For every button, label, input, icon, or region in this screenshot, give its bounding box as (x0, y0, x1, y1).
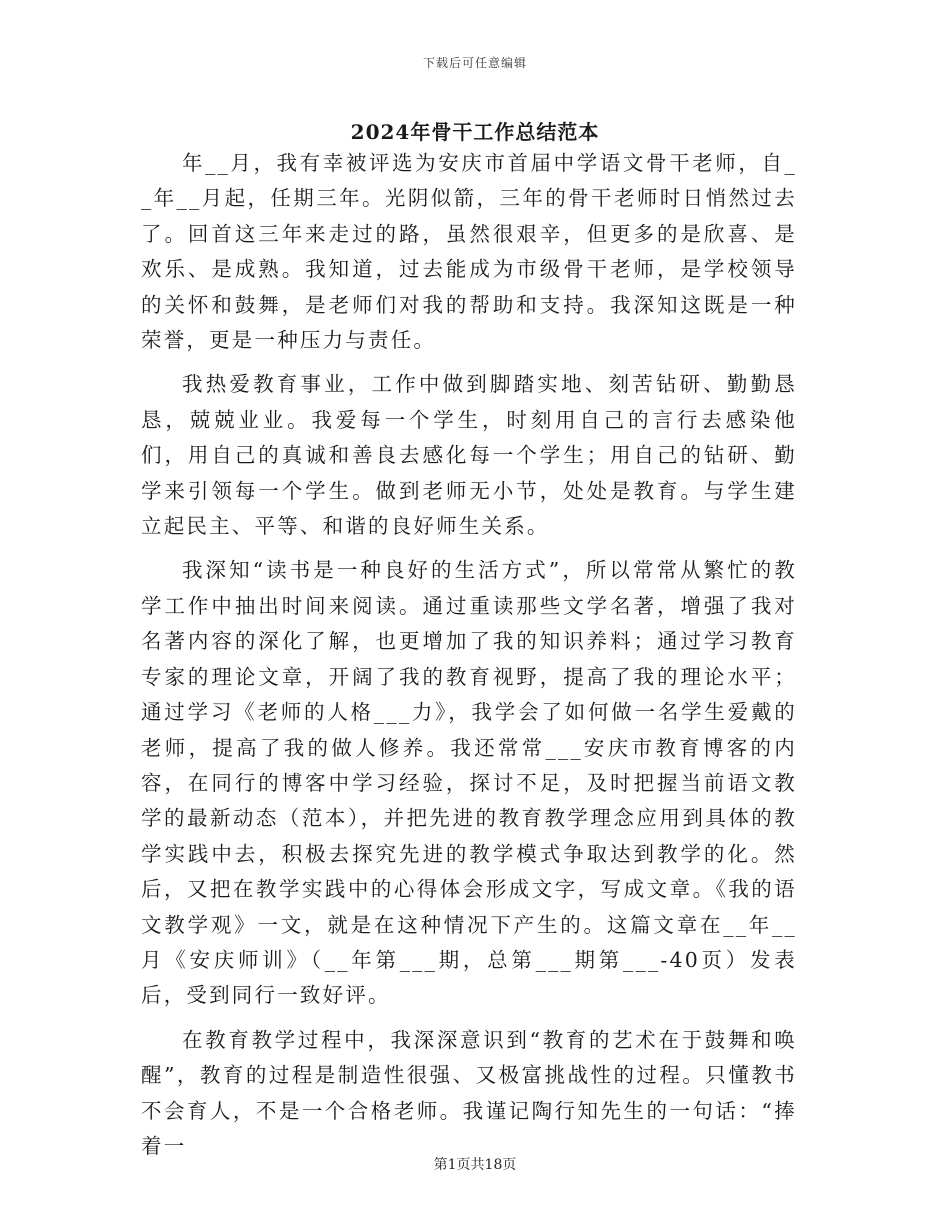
paragraph-2: 我热爱教育事业，工作中做到脚踏实地、刻苦钻研、勤勤恳恳，兢兢业业。我爱每一个学生，时刻用自己的言行去感染他们，用自己的真诚和善良去感化每一个学生；用自己的钻研、勤学来引领每一个学生。做到老师无小节，处处是教育。与学生建立起民主、平等、和谐的良好师生关系。 (141, 372, 797, 539)
document-body (141, 146, 797, 1164)
page-footer: 第1页共18页 (433, 1157, 517, 1173)
document-title: 2024年骨干工作总结范本 (350, 120, 600, 144)
paragraph-3: 我深知“读书是一种良好的生活方式”，所以常常从繁忙的教学工作中抽出时间来阅读。通过重读那些文学名著，增强了我对名著内容的深化了解，也更增加了我的知识养料；通过学习教育专家的理论文章，开阔了我的教育视野，提高了我的理论水平；通过学习《老师的人格___力》，我学会了如何做一名学生爱戴的老师，提高了我的做人修养。我还常常___安庆市教育博客的内容，在同行的博客中学习经验，探讨不足，及时把握当前语文教学的最新动态（范本），并把先进的教育教学理念应用到具体的教学实践中去，积极去探究先进的教学模式争取达到教学的化。然后，又把在教学实践中的心得体会形成文字，写成文章。《我的语文教学观》一文，就是在这种情况下产生的。这篇文章在__年__月《安庆师训》（__年第___期，总第___期第___-40页）发表后，受到同行一致好评。 (141, 558, 797, 1008)
header-note: 下载后可任意编辑 (422, 56, 527, 70)
paragraph-4: 在教育教学过程中，我深深意识到“教育的艺术在于鼓舞和唤醒”，教育的过程是制造性很强、又极富挑战性的过程。只懂教书不会育人，不是一个合格老师。我谨记陶行知先生的一句话：“捧着一 (141, 1027, 797, 1158)
paragraph-1: 年__月，我有幸被评选为安庆市首届中学语文骨干老师，自__年__月起，任期三年。光阴似箭，三年的骨干老师时日悄然过去了。回首这三年来走过的路，虽然很艰辛，但更多的是欣喜、是欢乐、是成熟。我知道，过去能成为市级骨干老师，是学校领导的关怀和鼓舞，是老师们对我的帮助和支持。我深知这既是一种荣誉，更是一种压力与责任。 (141, 151, 797, 353)
